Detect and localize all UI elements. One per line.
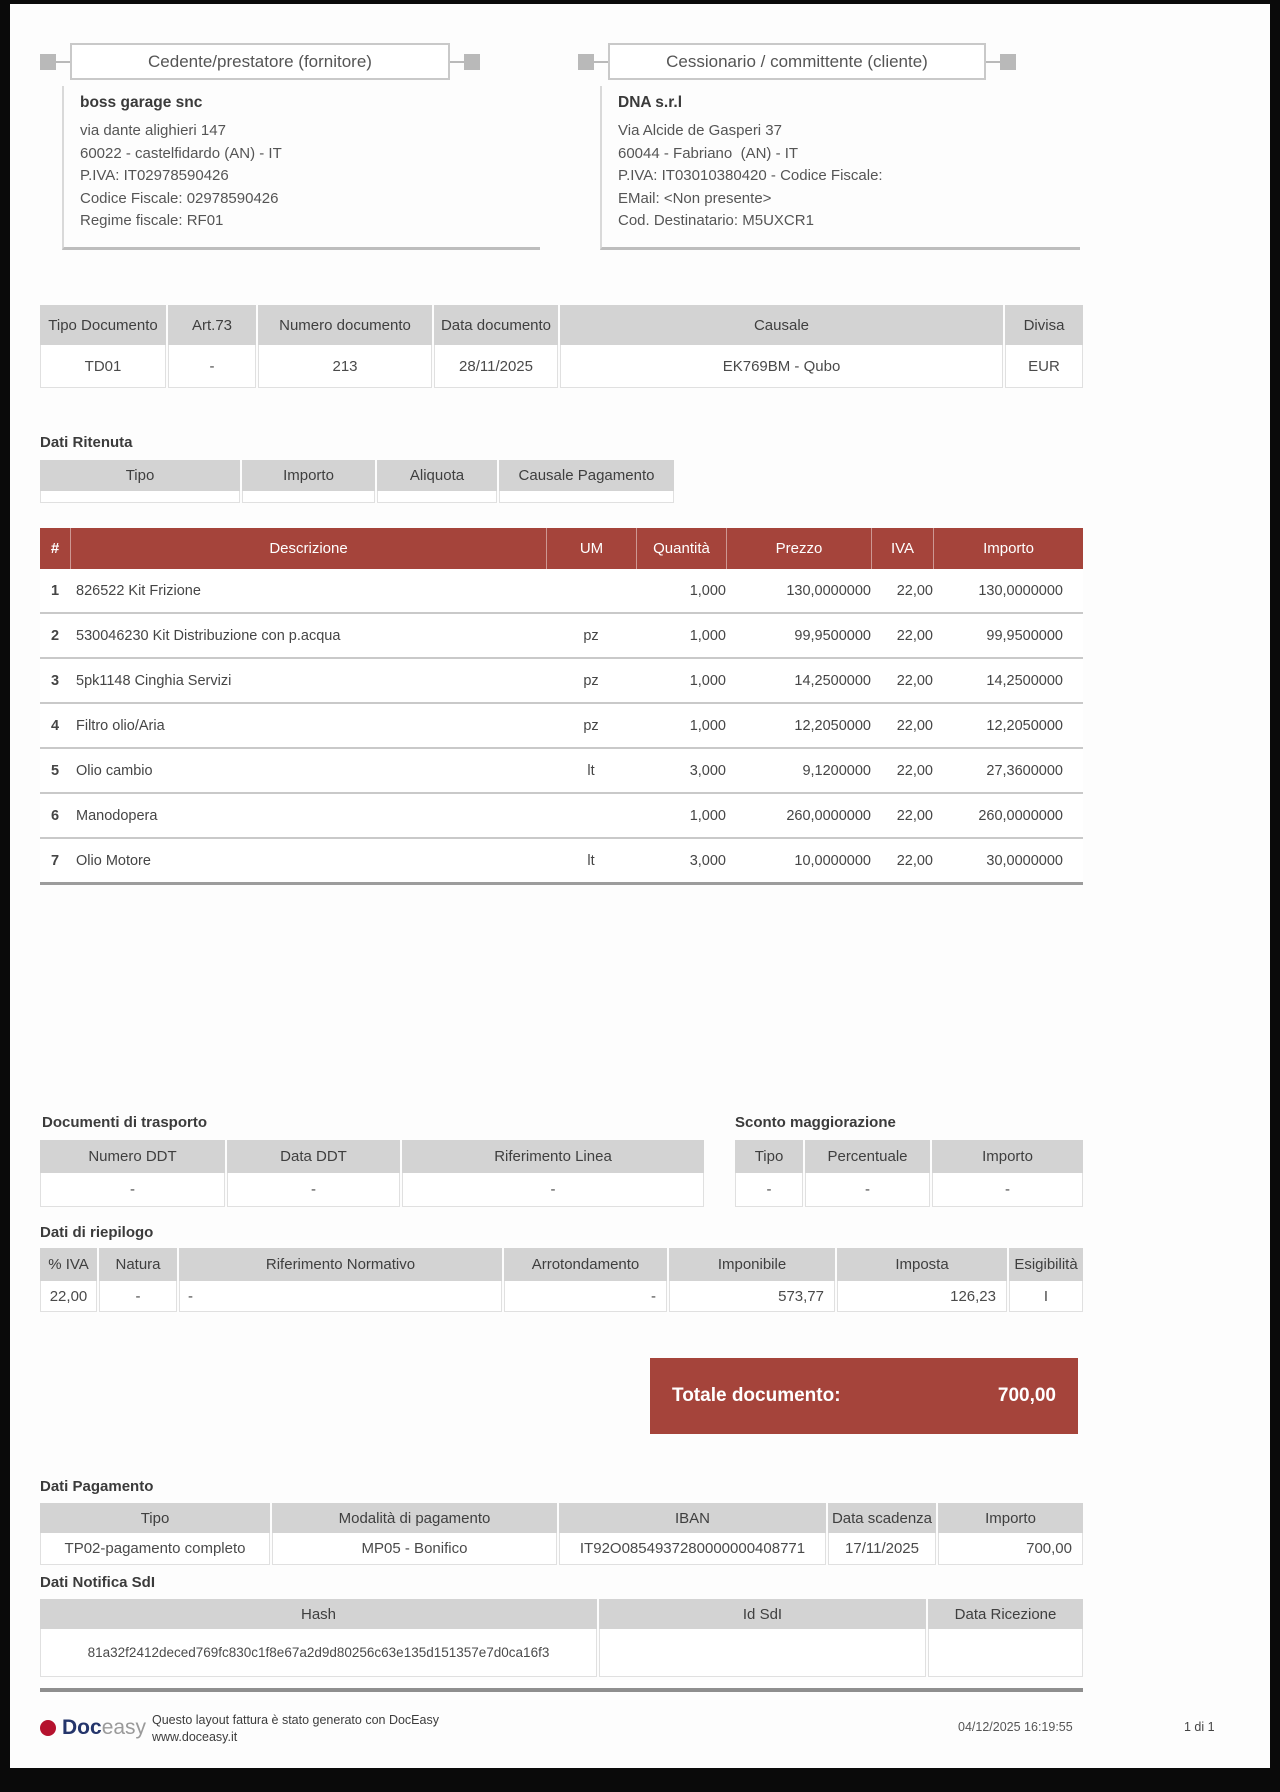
sdi-value-row xyxy=(40,1629,1083,1677)
item-vat: 22,00 xyxy=(896,762,933,779)
supplier-vat-line: P.IVA: IT02978590426 xyxy=(80,167,229,184)
item-description: 5pk1148 Cinghia Servizi xyxy=(76,672,232,689)
item-price: 14,2500000 xyxy=(794,672,871,689)
header-cell: UM xyxy=(546,528,636,569)
header-cell: Importo xyxy=(938,1503,1083,1533)
item-quantity: 1,000 xyxy=(689,717,726,734)
corner-mark-icon xyxy=(578,54,594,70)
supplier-title-box xyxy=(70,43,450,80)
value-cell: EUR xyxy=(1005,345,1083,388)
value-cell: EK769BM - Qubo xyxy=(560,345,1003,388)
item-price: 10,0000000 xyxy=(794,852,871,869)
value-cell: - xyxy=(805,1173,930,1207)
header-cell: Id SdI xyxy=(599,1599,926,1629)
value-cell xyxy=(499,491,674,503)
header-cell: Percentuale xyxy=(805,1140,930,1173)
header-cell: Art.73 xyxy=(168,305,256,345)
item-number: 3 xyxy=(50,672,60,689)
item-vat: 22,00 xyxy=(896,672,933,689)
header-cell: Importo xyxy=(932,1140,1083,1173)
header-cell: IVA xyxy=(871,528,933,569)
total-value: 700,00 xyxy=(997,1385,1056,1406)
value-cell: - xyxy=(504,1281,667,1312)
item-description: 530046230 Kit Distribuzione con p.acqua xyxy=(76,627,341,644)
payment-amount: 700,00 xyxy=(938,1533,1083,1565)
footer-divider xyxy=(40,1688,1083,1692)
header-cell: Tipo xyxy=(40,460,240,491)
item-row xyxy=(40,614,1083,659)
item-number: 4 xyxy=(50,717,60,734)
header-cell: Causale Pagamento xyxy=(499,460,674,491)
customer-address-line: 60044 - Fabriano (AN) - IT xyxy=(618,144,799,162)
value-cell: 126,23 xyxy=(837,1281,1007,1312)
payment-due-date: 17/11/2025 xyxy=(828,1533,936,1565)
supplier-address-line: 60022 - castelfidardo (AN) - IT xyxy=(80,144,282,162)
supplier-regime-line: Regime fiscale: RF01 xyxy=(80,212,224,229)
header-cell: % IVA xyxy=(40,1248,97,1281)
supplier-name: boss garage snc xyxy=(80,94,203,111)
item-number: 6 xyxy=(50,807,60,824)
supplier-header-group xyxy=(40,43,480,80)
customer-title-box xyxy=(608,43,986,80)
header-cell: Imposta xyxy=(837,1248,1007,1281)
payment-iban: IT92O0854937280000000408771 xyxy=(559,1533,826,1565)
item-vat: 22,00 xyxy=(896,807,933,824)
header-cell: Hash xyxy=(40,1599,597,1629)
header-cell: Esigibilità xyxy=(1009,1248,1083,1281)
item-row xyxy=(40,704,1083,749)
item-amount: 30,0000000 xyxy=(986,852,1063,869)
customer-email-line: EMail: <Non presente> xyxy=(618,189,772,207)
item-quantity: 1,000 xyxy=(689,672,726,689)
item-um: pz xyxy=(583,672,599,689)
item-quantity: 1,000 xyxy=(689,807,726,824)
item-number: 7 xyxy=(50,852,60,869)
item-quantity: 1,000 xyxy=(689,582,726,599)
section-title-dati-notifica-sdi: Dati Notifica SdI xyxy=(40,1574,156,1591)
value-cell: - xyxy=(227,1173,400,1207)
value-cell xyxy=(242,491,375,503)
value-cell: TD01 xyxy=(40,345,166,388)
header-cell: Importo xyxy=(242,460,375,491)
item-price: 12,2050000 xyxy=(794,717,871,734)
item-row xyxy=(40,659,1083,704)
value-cell: - xyxy=(168,345,256,388)
item-um: lt xyxy=(587,852,595,869)
supplier-fiscal-code-line: Codice Fiscale: 02978590426 xyxy=(80,189,279,207)
footer-page-number: 1 di 1 xyxy=(1184,1720,1215,1734)
header-cell: Divisa xyxy=(1005,305,1083,345)
item-row xyxy=(40,749,1083,794)
payment-value-row xyxy=(40,1533,1083,1565)
header-cell: Quantità xyxy=(636,528,726,569)
header-cell: Data Ricezione xyxy=(928,1599,1083,1629)
header-cell: Numero DDT xyxy=(40,1140,225,1173)
summary-table xyxy=(40,1248,1083,1312)
header-cell: Prezzo xyxy=(726,528,871,569)
header-cell: Tipo Documento xyxy=(40,305,166,345)
item-price: 99,9500000 xyxy=(794,627,871,644)
customer-address-line: Via Alcide de Gasperi 37 xyxy=(618,122,782,139)
document-info-table xyxy=(40,305,1083,388)
connector-line xyxy=(56,61,70,63)
sdi-table xyxy=(40,1599,1083,1677)
discount-header-row xyxy=(735,1140,1083,1173)
supplier-title: Cedente/prestatore (fornitore) xyxy=(148,51,372,71)
doceasy-logo-dot-icon xyxy=(40,1720,56,1736)
doceasy-logo-doc: Doc xyxy=(62,1716,102,1739)
transport-header-row xyxy=(40,1140,704,1173)
item-quantity: 3,000 xyxy=(689,852,726,869)
section-title-dati-ritenuta: Dati Ritenuta xyxy=(40,434,133,451)
discount-table xyxy=(735,1140,1083,1207)
value-cell: 28/11/2025 xyxy=(434,345,558,388)
item-amount: 14,2500000 xyxy=(986,672,1063,689)
header-cell: Causale xyxy=(560,305,1003,345)
corner-mark-icon xyxy=(464,54,480,70)
section-title-dati-pagamento: Dati Pagamento xyxy=(40,1478,154,1495)
value-cell: 22,00 xyxy=(40,1281,97,1312)
sdi-id xyxy=(599,1629,926,1677)
header-cell: Tipo xyxy=(735,1140,803,1173)
document-info-value-row xyxy=(40,345,1083,388)
sdi-header-row xyxy=(40,1599,1083,1629)
header-cell: Modalità di pagamento xyxy=(272,1503,557,1533)
header-cell: Aliquota xyxy=(377,460,497,491)
item-amount: 27,3600000 xyxy=(986,762,1063,779)
header-cell: # xyxy=(50,540,60,557)
value-cell: - xyxy=(40,1173,225,1207)
doceasy-logo-easy: easy xyxy=(101,1716,147,1739)
item-description: Manodopera xyxy=(76,807,158,824)
transport-value-row xyxy=(40,1173,704,1207)
item-number: 5 xyxy=(50,762,60,779)
customer-name: DNA s.r.l xyxy=(618,94,683,111)
section-title-documenti-trasporto: Documenti di trasporto xyxy=(42,1114,208,1131)
customer-title: Cessionario / committente (cliente) xyxy=(666,51,928,71)
value-cell: 573,77 xyxy=(669,1281,835,1312)
item-vat: 22,00 xyxy=(896,627,933,644)
ritenuta-table xyxy=(40,460,674,503)
item-description: 826522 Kit Frizione xyxy=(76,582,201,599)
transport-table xyxy=(40,1140,704,1207)
header-cell: Data documento xyxy=(434,305,558,345)
sdi-hash: 81a32f2412deced769fc830c1f8e67a2d9d80256c63e135d151357e7d0ca16f3 xyxy=(40,1629,597,1677)
value-cell: - xyxy=(179,1281,502,1312)
header-cell: Descrizione xyxy=(70,528,546,569)
customer-address-block xyxy=(600,86,1080,250)
value-cell: - xyxy=(932,1173,1083,1207)
item-description: Olio cambio xyxy=(76,762,153,779)
item-amount: 260,0000000 xyxy=(978,807,1063,824)
footer-note-line1: Questo layout fattura è stato generato con DocEasy xyxy=(152,1713,439,1727)
item-description: Olio Motore xyxy=(76,852,151,869)
header-cell: Numero documento xyxy=(258,305,432,345)
item-price: 130,0000000 xyxy=(786,582,871,599)
customer-vat-line: P.IVA: IT03010380420 - Codice Fiscale: xyxy=(618,167,883,184)
footer-note xyxy=(152,1712,439,1746)
item-um: pz xyxy=(583,717,599,734)
header-cell: IBAN xyxy=(559,1503,826,1533)
value-cell xyxy=(40,491,240,503)
connector-line xyxy=(450,61,464,63)
sdi-reception-date xyxy=(928,1629,1083,1677)
item-price: 260,0000000 xyxy=(786,807,871,824)
total-label: Totale documento: xyxy=(672,1385,841,1406)
item-amount: 12,2050000 xyxy=(986,717,1063,734)
connector-line xyxy=(986,61,1000,63)
item-um: pz xyxy=(583,627,599,644)
item-amount: 130,0000000 xyxy=(978,582,1063,599)
item-quantity: 3,000 xyxy=(689,762,726,779)
line-items-header-row xyxy=(40,528,1083,569)
item-price: 9,1200000 xyxy=(802,762,871,779)
item-number: 2 xyxy=(50,627,60,644)
header-cell: Riferimento Linea xyxy=(402,1140,704,1173)
value-cell: 213 xyxy=(258,345,432,388)
summary-value-row xyxy=(40,1281,1083,1312)
item-vat: 22,00 xyxy=(896,717,933,734)
header-cell: Riferimento Normativo xyxy=(179,1248,502,1281)
footer-note-line2: www.doceasy.it xyxy=(152,1730,238,1744)
ritenuta-header-row xyxy=(40,460,674,491)
item-number: 1 xyxy=(50,582,60,599)
document-info-header-row xyxy=(40,305,1083,345)
total-box xyxy=(650,1358,1078,1434)
item-row xyxy=(40,569,1083,614)
item-quantity: 1,000 xyxy=(689,627,726,644)
corner-mark-icon xyxy=(1000,54,1016,70)
customer-destination-code-line: Cod. Destinatario: M5UXCR1 xyxy=(618,212,814,229)
value-cell: I xyxy=(1009,1281,1083,1312)
summary-header-row xyxy=(40,1248,1083,1281)
header-cell: Tipo xyxy=(40,1503,270,1533)
invoice-page xyxy=(10,4,1270,1768)
value-cell xyxy=(377,491,497,503)
header-cell: Data DDT xyxy=(227,1140,400,1173)
customer-header-group xyxy=(578,43,1016,80)
value-cell: - xyxy=(402,1173,704,1207)
item-row xyxy=(40,839,1083,885)
item-amount: 99,9500000 xyxy=(986,627,1063,644)
header-cell: Imponibile xyxy=(669,1248,835,1281)
item-um: lt xyxy=(587,762,595,779)
discount-value-row xyxy=(735,1173,1083,1207)
ritenuta-empty-row xyxy=(40,491,674,503)
payment-table xyxy=(40,1503,1083,1565)
section-title-sconto-maggiorazione: Sconto maggiorazione xyxy=(735,1114,896,1131)
line-items-table xyxy=(40,528,1083,885)
value-cell: MP05 - Bonifico xyxy=(272,1533,557,1565)
payment-header-row xyxy=(40,1503,1083,1533)
supplier-address-line: via dante alighieri 147 xyxy=(80,122,226,139)
supplier-address-block xyxy=(62,86,540,250)
value-cell: TP02-pagamento completo xyxy=(40,1533,270,1565)
item-row xyxy=(40,794,1083,839)
connector-line xyxy=(594,61,608,63)
item-vat: 22,00 xyxy=(896,852,933,869)
value-cell: - xyxy=(99,1281,177,1312)
header-cell: Data scadenza xyxy=(828,1503,936,1533)
header-cell: Arrotondamento xyxy=(504,1248,667,1281)
header-cell: Natura xyxy=(99,1248,177,1281)
value-cell: - xyxy=(735,1173,803,1207)
corner-mark-icon xyxy=(40,54,56,70)
footer-timestamp: 04/12/2025 16:19:55 xyxy=(958,1720,1073,1734)
item-vat: 22,00 xyxy=(896,582,933,599)
header-cell: Importo xyxy=(933,528,1083,569)
doceasy-logo xyxy=(40,1716,146,1740)
section-title-dati-riepilogo: Dati di riepilogo xyxy=(40,1224,154,1241)
item-description: Filtro olio/Aria xyxy=(76,717,165,734)
